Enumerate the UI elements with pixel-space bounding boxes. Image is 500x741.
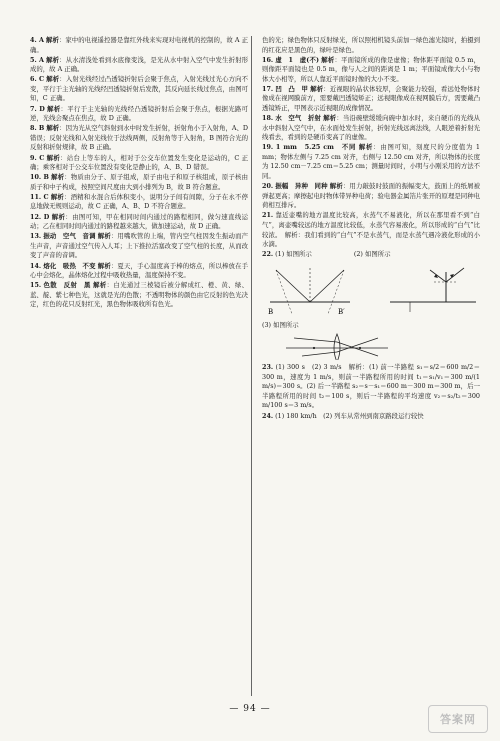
point-label-b-prime: B′ <box>338 307 345 316</box>
item-label: 解析 <box>97 261 111 270</box>
page-number: — 94 — <box>229 704 271 714</box>
item-label: 解析 <box>51 212 66 221</box>
item-answer: 水 空气 折射 <box>275 114 322 123</box>
item-label: 解析 <box>93 281 107 290</box>
item-number: 14. <box>30 261 42 270</box>
item-text: 入射光线经过凸透镜折射后会聚于焦点，入射光线过光心方向不变，平行于主光轴的光线经凹透镜折射后发散，其反向延长线过焦点，由图可知，C 正确。 <box>30 75 249 103</box>
item-number: 21. <box>262 211 274 220</box>
answer-item <box>262 211 480 249</box>
answer-item: 18. 水 空气 折射 解析：当沿碗壁缓缓向碗中加水时，来自硬币的光线从水中斜射入空气中，在水面处发生折射，折射光线远离法线，人眼逆着折射光线看去，看到的是硬币变高了的虚像。 <box>262 114 481 142</box>
item-number: 4. A <box>30 36 44 44</box>
answer-item: 7. D 解析：平行于主光轴的光线经凸透镜折射后会聚于焦点，根据光路可逆，光线会聚点在焦点，故 D 正确。 <box>30 104 249 123</box>
item-answer: 熔化 吸热 不变 <box>43 261 96 270</box>
item-text: 酒精和水混合后体积变小，说明分子间有间隙，分子在永不停息地做无规则运动，故 C 正确，A、B、D 不符合题意。 <box>30 192 248 211</box>
point-label-b: B <box>268 307 274 316</box>
item-answer: 振动 空气 音调 <box>43 232 96 241</box>
item-text: 白光通过三棱镜后被分解成红、橙、黄、绿、蓝、靛、紫七种色光，这就是光的色散；不透明物体的颜色由它反射的色光决定，红色的花只反射红光，黑色物体吸收所有色光。 <box>30 281 248 309</box>
item-label: 解析 <box>46 153 61 162</box>
item-number: 19. <box>262 143 274 152</box>
item-text: 由图可知，甲在相同时间内通过的路程相同，做匀速直线运动；乙在相同时间内通过的路程越来越大，做加速运动，故 D 正确。 <box>30 212 249 231</box>
answer-item: 10. B 解析：物质由分子、原子组成，原子由电子和原子核组成，原子核由质子和中子构成，按照空间尺度由大到小排列为 B，故 B 符合题意。 <box>30 173 249 191</box>
item-answer: 振幅 异种 同种 <box>275 182 328 191</box>
item-number: 24. <box>262 411 274 420</box>
item-number: 11. C <box>30 192 49 201</box>
answer-item <box>262 36 480 55</box>
item-number: 6. C <box>30 75 45 84</box>
refraction-diagram <box>380 262 480 318</box>
answer-item: 9. C 解析：站台上等车的人，相对于公交车位置发生变化是运动的，C 正确；乘客相对于公交车位置没有变化是静止的，A、B、D 错误。 <box>30 153 249 172</box>
item-text: 用力敲鼓时鼓面的振幅变大，鼓面上的纸屑被弹起更高；摩擦起电时物体带异种电荷；验电器金属箔片张开的原理是同种电荷相互排斥。 <box>262 182 481 210</box>
item-text: 色的光；绿色物体只反射绿光，所以照相机镜头前加一绿色滤光镜时，拍摄到的红花应是黑色的，绿叶是绿色。 <box>262 36 480 54</box>
item-label: 解析 <box>50 192 64 201</box>
answer-item: 8. B 解析：因为光从空气斜射到水中时发生折射，折射角小于入射角，A、D 错误；反射光线和入射光线位于法线两侧，反射角等于入射角，B 图符合光的反射和折射规律，故 B 正确。 <box>30 124 248 152</box>
reflection-diagram <box>262 262 358 318</box>
item-answer: 1 mm 5.25 cm 不同 <box>275 143 357 152</box>
item-number: 10. B <box>30 173 49 182</box>
item-text: (1) 300 s (2) 3 m/s 解析：(1) 前一半路程 s₁＝s/2＝600 m/2＝300 m，速度为 1 m/s，则前一半路程所用的时间 t₁＝s₁/v₁＝300 m/(1 m/s)＝300 s。(2) 后一半路程 s₂＝s－s₁＝600 m－300 m＝300 m，后一半路程所用的时间 t₂＝100 s，则后一半路程的平均速度 v₂＝s₂/t₂＝300 m/100 s＝3 m/s。 <box>262 363 480 410</box>
figure-caption-1: (1) 如图所示 <box>275 250 312 259</box>
item-text: (1) 180 km/h (2) 列车从常州到南京路段运行较快 <box>275 411 424 420</box>
item-label: 解析 <box>321 55 335 64</box>
item-number: 5. A <box>30 55 44 64</box>
item-number: 7. D <box>30 104 45 113</box>
item-number: 15. <box>30 281 42 290</box>
answer-item: 20. 振幅 异种 同种 解析：用力敲鼓时鼓面的振幅变大，鼓面上的纸屑被弹起更高；摩擦起电时物体带异种电荷；验电器金属箔片张开的原理是同种电荷相互排斥。 <box>262 182 481 210</box>
item-text: 平行于主光轴的光线经凸透镜折射后会聚于焦点，根据光路可逆，光线会聚点在焦点，故 D 正确。 <box>30 104 249 123</box>
q22-figure-row <box>262 262 480 318</box>
item-text: 用嘴吹管的上端，管内空气柱因发生振动而产生声音，声音通过空气传入人耳；上下推拉活塞改变了空气柱的长度，从而改变了声音的音调。 <box>30 232 249 260</box>
answer-item: 19. 1 mm 5.25 cm 不同 解析：由图可知，刻度尺的分度值为 1 mm；物体左侧与 7.25 cm 对齐，右侧与 12.50 cm 对齐，所以物体的长度为 12.50 cm－7.25 cm＝5.25 cm；测量时间时，小明与小刚采用的方法不同。 <box>262 143 480 181</box>
item-label: 解析 <box>46 75 60 84</box>
answer-item-22 <box>262 250 480 260</box>
answer-column-left <box>30 36 248 310</box>
answer-item: 6. C 解析：入射光线经过凸透镜折射后会聚于焦点，入射光线过光心方向不变，平行于主光轴的光线经凹透镜折射后发散，其反向延长线过焦点，由图可知，C 正确。 <box>30 75 249 103</box>
item-text: 近视眼的晶状体较厚，会聚能力较强，看远处物体时像成在视网膜前方，需要戴凹透镜矫正；远视眼像成在视网膜后方，需要戴凸透镜矫正，甲图表示近视眼的成像情况。 <box>262 84 481 113</box>
item-number: 9. C <box>30 153 45 162</box>
answer-item: 13. 振动 空气 音调 解析：用嘴吹管的上端，管内空气柱因发生振动而产生声音，声音通过空气传入人耳；上下推拉活塞改变了空气柱的长度，从而改变了声音的音调。 <box>30 232 249 260</box>
figure-caption-3: (3) 如图所示 <box>262 320 299 329</box>
answer-item: 4. A 解析：家中的电视遥控器是靠红外线来实现对电视机的控制的，故 A 正确。 <box>30 36 248 54</box>
item-text: 靠近壶嘴的地方温度比较高，水蒸气不易液化，所以在那里看不到“白气”，离壶嘴较远的地方温度比较低，水蒸气容易液化，所以形成的“白气”比较浓。 解析：我们看到的“白气”不是水蒸气，而是水蒸气遇冷液化形成的小水滴。 <box>262 211 480 249</box>
answer-item: 12. D 解析：由图可知，甲在相同时间内通过的路程相同，做匀速直线运动；乙在相同时间内通过的路程越来越大，做加速运动，故 D 正确。 <box>30 212 249 231</box>
q22-lens-figure-row <box>282 332 480 360</box>
answer-item: 17. 凹 凸 甲 解析：近视眼的晶状体较厚，会聚能力较强，看远处物体时像成在视网膜前方，需要戴凹透镜矫正；远视眼像成在视网膜后方，需要戴凸透镜矫正，甲图表示近视眼的成像情况。 <box>262 84 481 113</box>
item-number: 17. <box>262 84 274 93</box>
item-label: 解析 <box>97 232 111 241</box>
item-answer: 凹 凸 甲 <box>275 84 308 93</box>
item-text: 从水清浅处看到水底像变浅，是光从水中射入空气中发生折射形成的，故 A 正确。 <box>30 55 248 74</box>
item-text: 平面镜所成的像是虚像；物体距平面镜 0.5 m，则像距平面镜也是 0.5 m，像与人之间的距离是 1 m；平面镜成像大小与物体大小相等，所以人靠近平面镜时像的大小不变。 <box>262 55 480 83</box>
item-number: 20. <box>262 182 274 191</box>
item-number: 22. <box>262 250 274 259</box>
answer-item: 5. A 解析：从水清浅处看到水底像变浅，是光从水中射入空气中发生折射形成的，故 A 正确。 <box>30 55 248 74</box>
lens-diagram <box>282 332 392 360</box>
item-text: 物质由分子、原子组成，原子由电子和原子核组成，原子核由质子和中子构成，按照空间尺度由大到小排列为 B，故 B 符合题意。 <box>30 173 249 191</box>
item-text: 当沿碗壁缓缓向碗中加水时，来自硬币的光线从水中斜射入空气中，在水面处发生折射，折射光线远离法线，人眼逆着折射光线看去，看到的是硬币变高了的虚像。 <box>262 114 481 142</box>
item-text: 由图可知，刻度尺的分度值为 1 mm；物体左侧与 7.25 cm 对齐，右侧与 12.50 cm 对齐，所以物体的长度为 12.50 cm－7.25 cm＝5.25 cm；测量时间时，小明与小刚采用的方法不同。 <box>262 143 480 181</box>
answer-item-24 <box>262 412 480 422</box>
item-number: 16. <box>262 55 274 64</box>
figure-caption-2: (2) 如图所示 <box>353 250 391 259</box>
item-label: 解析 <box>46 55 60 64</box>
q22-part3 <box>262 321 480 331</box>
item-number: 12. D <box>30 212 50 221</box>
right-answer-list <box>262 36 480 250</box>
item-label: 解析 <box>310 84 324 93</box>
item-text: 因为光从空气斜射到水中时发生折射，折射角小于入射角，A、D 错误；反射光线和入射光线位于法线两侧，反射角等于入射角，B 图符合光的反射和折射规律，故 B 正确。 <box>30 124 248 152</box>
item-label: 解析 <box>47 104 61 113</box>
item-label: 解析 <box>46 124 60 133</box>
column-divider <box>251 36 252 696</box>
answer-item: 14. 熔化 吸热 不变 解析：夏天，手心温度高于棒的熔点，所以棒放在手心中会熔化，晶体熔化过程中吸收热量，温度保持不变。 <box>30 261 249 280</box>
item-text: 家中的电视遥控器是靠红外线来实现对电视机的控制的，故 A 正确。 <box>30 36 248 54</box>
item-text: 夏天，手心温度高于棒的熔点，所以棒放在手心中会熔化，晶体熔化过程中吸收热量，温度保持不变。 <box>30 261 249 280</box>
item-label: 解析 <box>323 114 337 123</box>
item-answer: 色散 反射 黑 <box>43 281 91 290</box>
item-number: 18. <box>262 114 274 123</box>
item-number: 8. B <box>30 124 45 133</box>
item-answer: 虚 1 虚(不) <box>275 55 320 64</box>
item-number: 23. <box>262 363 274 372</box>
item-number: 13. <box>30 232 42 241</box>
answer-column-right <box>262 36 480 422</box>
item-label: 解析 <box>51 173 65 182</box>
item-label: 解析 <box>46 36 59 44</box>
answer-item-23 <box>262 363 480 411</box>
answer-item: 16. 虚 1 虚(不) 解析：平面镜所成的像是虚像；物体距平面镜 0.5 m，则像距平面镜也是 0.5 m，像与人之间的距离是 1 m；平面镜成像大小与物体大小相等，所以人靠近平面镜时像的大小不变。 <box>262 55 480 83</box>
item-label: 解析 <box>358 143 374 152</box>
watermark-logo: 答案网 <box>428 705 488 733</box>
item-label: 解析 <box>329 182 343 191</box>
answer-item: 11. C 解析：酒精和水混合后体积变小，说明分子间有间隙，分子在永不停息地做无规则运动，故 C 正确，A、B、D 不符合题意。 <box>30 192 248 211</box>
answer-item: 15. 色散 反射 黑 解析：白光通过三棱镜后被分解成红、橙、黄、绿、蓝、靛、紫七种色光，这就是光的色散；不透明物体的颜色由它反射的色光决定，红色的花只反射红光，黑色物体吸收所有色光。 <box>30 281 248 309</box>
item-text: 站台上等车的人，相对于公交车位置发生变化是运动的，C 正确；乘客相对于公交车位置没有变化是静止的，A、B、D 错误。 <box>30 153 249 172</box>
